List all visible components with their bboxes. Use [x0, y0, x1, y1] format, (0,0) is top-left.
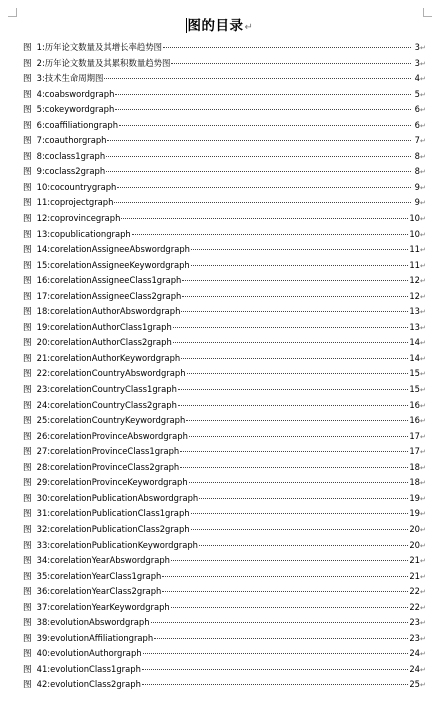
toc-entry-dot-leader: [191, 249, 408, 250]
toc-entry-label: 31:corelationPublicationClass1graph: [36, 508, 190, 519]
paragraph-mark-icon: ↵: [420, 246, 426, 255]
toc-entry-dot-leader: [182, 296, 408, 297]
toc-entry-label: 5:cokeywordgraph: [36, 104, 115, 115]
toc-entry-label: 18:corelationAuthorAbswordgraph: [36, 306, 181, 317]
toc-entry-prefix: 图: [23, 167, 32, 178]
toc-entry-page-number: 22: [409, 586, 420, 597]
toc-entry[interactable]: [23, 180, 426, 196]
toc-entry-page-number: 3: [414, 57, 420, 68]
paragraph-mark-icon: ↵: [420, 401, 426, 410]
toc-entry-label: 9:coclass2graph: [36, 166, 106, 177]
toc-entry[interactable]: [23, 164, 426, 180]
toc-entry-label: 30:corelationPublicationAbswordgraph: [36, 492, 199, 503]
toc-entry-prefix: 图: [23, 571, 32, 582]
toc-entry-dot-leader: [199, 498, 408, 499]
toc-entry-dot-leader: [173, 327, 409, 328]
toc-entry-dot-leader: [115, 109, 411, 110]
toc-entry-prefix: 图: [23, 338, 32, 349]
toc-entry-label: 28:corelationProvinceClass2graph: [36, 461, 180, 472]
paragraph-mark-icon: ↵: [420, 634, 426, 643]
toc-entry-label: 34:corelationYearAbswordgraph: [36, 555, 170, 566]
paragraph-mark-icon: ↵: [420, 525, 426, 534]
toc-entry-label: 16:corelationAssigneeClass1graph: [36, 275, 182, 286]
page-title-text: 图的目录: [187, 18, 244, 34]
toc-entry[interactable]: [23, 195, 426, 211]
toc-entry-dot-leader: [162, 576, 408, 577]
toc-entry-page-number: 24: [409, 663, 420, 674]
toc-entry-label: 2:历年论文数量及其累积数量趋势图: [36, 57, 171, 68]
toc-entry-prefix: 图: [23, 245, 32, 256]
toc-entry[interactable]: [23, 398, 426, 414]
toc-entry-page-number: 4: [414, 73, 420, 84]
toc-entry-page-number: 8: [414, 150, 420, 161]
toc-entry-prefix: 图: [23, 602, 32, 613]
toc-entry-prefix: 图: [23, 618, 32, 629]
toc-entry-dot-leader: [189, 482, 409, 483]
toc-entry-label: 40:evolutionAuthorgraph: [36, 648, 142, 659]
paragraph-mark-icon: ↵: [420, 370, 426, 379]
toc-entry[interactable]: [23, 444, 426, 460]
toc-entry-prefix: 图: [23, 214, 32, 225]
toc-entry-dot-leader: [106, 156, 411, 157]
toc-entry-prefix: 图: [23, 447, 32, 458]
toc-entry-prefix: 图: [23, 136, 32, 147]
paragraph-mark-icon: ↵: [420, 681, 426, 690]
toc-entry[interactable]: [23, 56, 426, 72]
toc-entry[interactable]: [23, 569, 426, 585]
toc-entry-page-number: 23: [409, 632, 420, 643]
toc-entry-label: 21:corelationAuthorKeywordgraph: [36, 352, 181, 363]
toc-entry-label: 6:coaffiliationgraph: [36, 119, 119, 130]
toc-entry-label: 11:coprojectgraph: [36, 197, 114, 208]
toc-entry[interactable]: [23, 491, 426, 507]
toc-entry-label: 22:corelationCountryAbswordgraph: [36, 368, 186, 379]
toc-entry-prefix: 图: [23, 416, 32, 427]
toc-entry-dot-leader: [189, 436, 408, 437]
toc-entry-page-number: 21: [409, 570, 420, 581]
toc-entry-dot-leader: [173, 342, 409, 343]
toc-entry-label: 4:coabswordgraph: [36, 88, 115, 99]
toc-entry-page-number: 19: [409, 492, 420, 503]
toc-entry-dot-leader: [171, 560, 408, 561]
toc-entry-label: 25:corelationCountryKeywordgraph: [36, 415, 186, 426]
toc-entry[interactable]: [23, 289, 426, 305]
toc-entry-label: 8:coclass1graph: [36, 150, 106, 161]
paragraph-mark-icon: ↵: [420, 59, 426, 68]
toc-entry-dot-leader: [180, 451, 408, 452]
paragraph-mark-icon: ↵: [420, 44, 426, 52]
toc-entry-label: 32:corelationPublicationClass2graph: [36, 523, 190, 534]
paragraph-mark-icon: ↵: [420, 90, 426, 99]
toc-entry-dot-leader: [191, 513, 409, 514]
toc-entry[interactable]: [23, 382, 426, 398]
toc-entry-page-number: 20: [409, 539, 420, 550]
toc-entry-dot-leader: [115, 94, 411, 95]
toc-entry-label: 27:corelationProvinceClass1graph: [36, 446, 180, 457]
toc-entry-prefix: 图: [23, 478, 32, 489]
toc-entry[interactable]: [23, 227, 426, 243]
paragraph-mark-icon: ↵: [420, 448, 426, 457]
toc-entry[interactable]: [23, 351, 426, 367]
toc-entry-label: 14:corelationAssigneeAbswordgraph: [36, 244, 190, 255]
paragraph-mark-icon: ↵: [420, 292, 426, 301]
toc-entry-dot-leader: [142, 684, 408, 685]
paragraph-mark-icon: ↵: [420, 215, 426, 224]
toc-entry-prefix: 图: [23, 649, 32, 660]
toc-entry-page-number: 24: [409, 648, 420, 659]
toc-entry-page-number: 17: [409, 430, 420, 441]
toc-entry-label: 20:corelationAuthorClass2graph: [36, 337, 172, 348]
toc-entry-prefix: 图: [23, 89, 32, 100]
paragraph-mark-icon: ↵: [420, 541, 426, 550]
toc-entry-page-number: 9: [414, 197, 420, 208]
toc-entry-page-number: 19: [409, 508, 420, 519]
toc-entry-page-number: 8: [414, 166, 420, 177]
toc-entry-dot-leader: [143, 653, 409, 654]
page-title: [0, 17, 439, 37]
toc-entry-dot-leader: [163, 47, 411, 48]
toc-entry-label: 37:corelationYearKeywordgraph: [36, 601, 170, 612]
toc-entry-label: 12:coprovincegraph: [36, 213, 121, 224]
toc-entry-label: 10:cocountrygraph: [36, 181, 117, 192]
paragraph-mark-icon: ↵: [420, 199, 426, 208]
toc-entry-prefix: 图: [23, 509, 32, 520]
toc-entry-label: 13:copublicationgraph: [36, 228, 131, 239]
toc-entry-dot-leader: [121, 218, 408, 219]
toc-entry-prefix: 图: [23, 680, 32, 691]
paragraph-mark-icon: ↵: [420, 354, 426, 363]
toc-entry-page-number: 12: [409, 275, 420, 286]
toc-entry[interactable]: [23, 366, 426, 382]
toc-entry-dot-leader: [106, 171, 411, 172]
toc-entry[interactable]: [23, 662, 426, 678]
toc-entry-page-number: 14: [409, 352, 420, 363]
toc-entry[interactable]: [23, 304, 426, 320]
toc-entry-page-number: 10: [409, 228, 420, 239]
toc-entry-prefix: 图: [23, 369, 32, 380]
paragraph-mark-icon: ↵: [420, 323, 426, 332]
paragraph-mark-icon: ↵: [420, 510, 426, 519]
toc-entry-prefix: 图: [23, 400, 32, 411]
toc-entry-prefix: 图: [23, 587, 32, 598]
toc-entry-page-number: 14: [409, 337, 420, 348]
toc-entry-prefix: 图: [23, 307, 32, 318]
toc-entry[interactable]: [23, 631, 426, 647]
toc-entry-prefix: 图: [23, 198, 32, 209]
paragraph-mark-icon: ↵: [420, 588, 426, 597]
toc-entry[interactable]: [23, 615, 426, 631]
paragraph-mark-icon: ↵: [420, 494, 426, 503]
toc-entry-page-number: 18: [409, 461, 420, 472]
toc-entry-label: 39:evolutionAffiliationgraph: [36, 632, 154, 643]
page-corner-mark-right: [423, 8, 432, 17]
toc-entry[interactable]: [23, 413, 426, 429]
paragraph-mark-icon: ↵: [420, 183, 426, 192]
toc-entry[interactable]: [23, 506, 426, 522]
toc-entry-prefix: 图: [23, 276, 32, 287]
toc-entry-page-number: 10: [409, 213, 420, 224]
toc-entry-prefix: 图: [23, 120, 32, 131]
paragraph-mark-icon: ↵: [420, 121, 426, 130]
toc-entry-page-number: 9: [414, 181, 420, 192]
toc-entry-dot-leader: [142, 669, 408, 670]
toc-entry-dot-leader: [117, 187, 411, 188]
toc-entry-dot-leader: [171, 63, 411, 64]
paragraph-mark-icon: ↵: [420, 479, 426, 488]
paragraph-mark-icon: ↵: [420, 261, 426, 270]
toc-entry-dot-leader: [107, 140, 411, 141]
toc-entry-label: 17:corelationAssigneeClass2graph: [36, 290, 182, 301]
toc-entry[interactable]: [23, 133, 426, 149]
paragraph-mark-icon: ↵: [420, 152, 426, 161]
paragraph-mark-icon: ↵: [420, 603, 426, 612]
toc-entry-label: 3:技术生命周期图: [36, 73, 104, 84]
toc-entry-dot-leader: [178, 389, 408, 390]
toc-entry-prefix: 图: [23, 556, 32, 567]
toc-entry-label: 29:corelationProvinceKeywordgraph: [36, 477, 188, 488]
toc-entry[interactable]: [23, 273, 426, 289]
toc-entry-label: 26:corelationProvinceAbswordgraph: [36, 430, 188, 441]
toc-entry-page-number: 21: [409, 555, 420, 566]
toc-entry-dot-leader: [114, 202, 411, 203]
paragraph-mark-icon: ↵: [244, 22, 254, 33]
toc-entry-page-number: 17: [409, 446, 420, 457]
toc-entry-prefix: 图: [23, 182, 32, 193]
toc-entry-page-number: 5: [414, 88, 420, 99]
toc-entry-label: 35:corelationYearClass1graph: [36, 570, 162, 581]
paragraph-mark-icon: ↵: [420, 417, 426, 426]
toc-entry-prefix: 图: [23, 229, 32, 240]
toc-entry-prefix: 图: [23, 353, 32, 364]
toc-entry-prefix: 图: [23, 385, 32, 396]
toc-entry-page-number: 11: [409, 244, 420, 255]
toc-entry-dot-leader: [187, 373, 409, 374]
toc-entry-prefix: 图: [23, 105, 32, 116]
toc-entry-label: 23:corelationCountryClass1graph: [36, 384, 177, 395]
toc-entry-dot-leader: [181, 311, 408, 312]
toc-entry-dot-leader: [181, 358, 408, 359]
toc-entry[interactable]: [23, 87, 426, 103]
toc-entry-label: 42:evolutionClass2graph: [36, 679, 141, 690]
toc-entry-page-number: 7: [414, 135, 420, 146]
paragraph-mark-icon: ↵: [420, 432, 426, 441]
toc-entry-prefix: 图: [23, 58, 32, 69]
toc-entry-page-number: 13: [409, 306, 420, 317]
toc-entry-dot-leader: [104, 78, 411, 79]
toc-entry-dot-leader: [151, 622, 409, 623]
toc-entry-page-number: 3: [414, 42, 420, 52]
toc-entry-page-number: 6: [414, 104, 420, 115]
toc-entry-label: 15:corelationAssigneeKeywordgraph: [36, 259, 190, 270]
toc-entry-prefix: 图: [23, 260, 32, 271]
toc-entry-prefix: 图: [23, 524, 32, 535]
toc-entry-prefix: 图: [23, 462, 32, 473]
toc-entry-dot-leader: [199, 545, 408, 546]
toc-entry-page-number: 25: [409, 679, 420, 690]
toc-entry[interactable]: [23, 242, 426, 258]
paragraph-mark-icon: ↵: [420, 665, 426, 674]
paragraph-mark-icon: ↵: [420, 106, 426, 115]
toc-entry-dot-leader: [119, 125, 411, 126]
toc-entry[interactable]: [23, 335, 426, 351]
toc-entry-dot-leader: [191, 529, 409, 530]
toc-entry-label: 36:corelationYearClass2graph: [36, 586, 162, 597]
toc-entry-dot-leader: [182, 280, 408, 281]
toc-entry-dot-leader: [132, 234, 409, 235]
toc-entry-prefix: 图: [23, 74, 32, 85]
toc-entry-page-number: 12: [409, 290, 420, 301]
page-corner-mark-left: [8, 8, 17, 17]
toc-entry-page-number: 13: [409, 321, 420, 332]
toc-entry-dot-leader: [178, 405, 408, 406]
toc-entry-dot-leader: [186, 420, 408, 421]
toc-entry-page-number: 18: [409, 477, 420, 488]
text-cursor: [186, 18, 187, 33]
toc-entry[interactable]: [23, 600, 426, 616]
toc-entry-page-number: 23: [409, 617, 420, 628]
paragraph-mark-icon: ↵: [420, 619, 426, 628]
toc-entry[interactable]: [23, 538, 426, 554]
toc-entry-page-number: 22: [409, 601, 420, 612]
toc-entry-prefix: 图: [23, 43, 32, 53]
toc-entry-label: 1:历年论文数量及其增长率趋势图: [36, 42, 163, 52]
paragraph-mark-icon: ↵: [420, 75, 426, 84]
toc-entry[interactable]: [23, 211, 426, 227]
paragraph-mark-icon: ↵: [420, 230, 426, 239]
toc-entry-label: 38:evolutionAbswordgraph: [36, 617, 150, 628]
toc-entry-prefix: 图: [23, 291, 32, 302]
toc-entry[interactable]: [23, 584, 426, 600]
paragraph-mark-icon: ↵: [420, 277, 426, 286]
toc-entry-dot-leader: [180, 467, 408, 468]
toc-entry-page-number: 15: [409, 384, 420, 395]
toc-entry[interactable]: [23, 40, 426, 56]
toc-entry[interactable]: [23, 522, 426, 538]
toc-entry[interactable]: [23, 320, 426, 336]
toc-entry[interactable]: [23, 71, 426, 87]
toc-entry-page-number: 15: [409, 368, 420, 379]
toc-entry-prefix: 图: [23, 540, 32, 551]
toc-entry[interactable]: [23, 258, 426, 274]
paragraph-mark-icon: ↵: [420, 650, 426, 659]
paragraph-mark-icon: ↵: [420, 572, 426, 581]
paragraph-mark-icon: ↵: [420, 137, 426, 146]
table-of-figures: [23, 40, 426, 693]
toc-entry-prefix: 图: [23, 633, 32, 644]
toc-entry[interactable]: [23, 118, 426, 134]
toc-entry[interactable]: [23, 149, 426, 165]
toc-entry[interactable]: [23, 102, 426, 118]
toc-entry-prefix: 图: [23, 431, 32, 442]
toc-entry-dot-leader: [191, 265, 409, 266]
paragraph-mark-icon: ↵: [420, 339, 426, 348]
toc-entry-prefix: 图: [23, 664, 32, 675]
toc-entry-prefix: 图: [23, 151, 32, 162]
toc-entry[interactable]: [23, 677, 426, 693]
paragraph-mark-icon: ↵: [420, 308, 426, 317]
toc-entry-label: 41:evolutionClass1graph: [36, 663, 141, 674]
toc-entry-page-number: 11: [409, 259, 420, 270]
toc-entry[interactable]: [23, 460, 426, 476]
toc-entry-label: 7:coauthorgraph: [36, 135, 107, 146]
toc-entry-prefix: 图: [23, 493, 32, 504]
toc-entry-label: 24:corelationCountryClass2graph: [36, 399, 177, 410]
toc-entry[interactable]: [23, 429, 426, 445]
toc-entry-dot-leader: [162, 591, 408, 592]
toc-entry-page-number: 6: [414, 119, 420, 130]
paragraph-mark-icon: ↵: [420, 463, 426, 472]
toc-entry-page-number: 20: [409, 523, 420, 534]
toc-entry[interactable]: [23, 475, 426, 491]
paragraph-mark-icon: ↵: [420, 386, 426, 395]
toc-entry-page-number: 16: [409, 399, 420, 410]
toc-entry-label: 19:corelationAuthorClass1graph: [36, 321, 172, 332]
toc-entry-page-number: 16: [409, 415, 420, 426]
toc-entry-prefix: 图: [23, 322, 32, 333]
toc-entry-label: 33:corelationPublicationKeywordgraph: [36, 539, 198, 550]
toc-entry-dot-leader: [171, 607, 409, 608]
toc-entry-dot-leader: [154, 638, 408, 639]
paragraph-mark-icon: ↵: [420, 557, 426, 566]
toc-entry[interactable]: [23, 646, 426, 662]
toc-entry[interactable]: [23, 553, 426, 569]
paragraph-mark-icon: ↵: [420, 168, 426, 177]
